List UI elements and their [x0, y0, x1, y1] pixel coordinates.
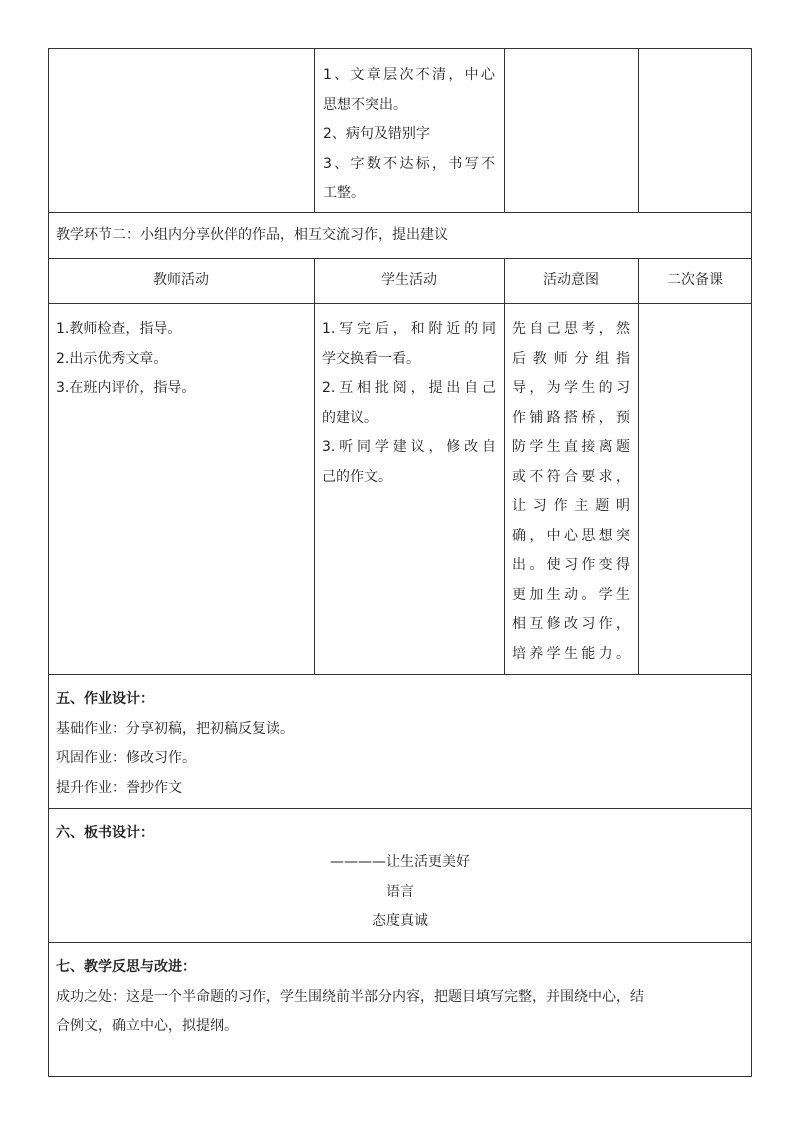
row-divider: [48, 212, 752, 213]
text-line: 2、病句及错别字: [323, 126, 430, 142]
row-divider: [48, 942, 752, 943]
text-line: 让习作主题明: [512, 498, 630, 514]
text-line: 2.出示优秀文章。: [56, 350, 168, 367]
header-student-activity: 学生活动: [381, 272, 437, 288]
text-line: 学交换看一看。: [322, 350, 420, 367]
text-line: 或不符合要求，: [512, 468, 630, 485]
text-line: 的建议。: [322, 409, 378, 426]
text-line: 后教师分组指: [512, 350, 630, 367]
homework-section: [56, 685, 294, 803]
text-line: 相互修改习作，: [512, 616, 630, 632]
section-title: 教学环节二：小组内分享伙伴的作品，相互交流习作，提出建议: [56, 227, 448, 243]
column-divider: [638, 258, 639, 674]
text-line: 己的作文。: [322, 468, 392, 485]
text-line: 成功之处：这是一个半命题的习作，学生围绕前半部分内容，把题目填写完整，并围绕中心，结: [56, 988, 644, 1005]
column-divider: [314, 48, 315, 212]
text-line: 态度真诚: [372, 913, 428, 929]
text-line: 思想不突出。: [323, 96, 407, 113]
text-line: 3.在班内评价，指导。: [56, 380, 196, 396]
text-line: 巩固作业：修改习作。: [56, 750, 196, 766]
text-line: 确，中心思想突: [512, 527, 630, 544]
text-line: 合例文，确立中心，拟提纲。: [56, 1018, 238, 1034]
row-divider: [48, 674, 752, 675]
header-activity-intent: 活动意图: [543, 272, 599, 288]
text-line: 基础作业：分享初稿，把初稿反复读。: [56, 720, 294, 737]
text-line: 1.教师检查，指导。: [56, 321, 182, 337]
section-heading: 七、教学反思与改进：: [56, 959, 196, 975]
student-activity-cell: [322, 315, 496, 492]
text-line: 1.写完后，和附近的同: [322, 321, 496, 337]
header-teacher-activity: 教师活动: [153, 272, 209, 288]
column-divider: [314, 258, 315, 674]
top-student-cell: [323, 61, 495, 209]
text-line: ————让生活更美好: [330, 854, 470, 870]
text-line: 3、字数不达标，书写不: [323, 155, 495, 172]
text-line: 提升作业：誊抄作文: [56, 779, 182, 796]
row-divider: [48, 808, 752, 809]
section-heading: 六、板书设计：: [56, 825, 154, 841]
board-content: [200, 848, 600, 937]
text-line: 语言: [386, 883, 414, 900]
text-line: 出。使习作变得: [512, 557, 630, 573]
column-divider: [638, 48, 639, 212]
reflection-section: [56, 953, 744, 1042]
section-heading: 五、作业设计：: [56, 691, 154, 707]
text-line: 2.互相批阅，提出自己: [322, 380, 496, 396]
row-divider: [48, 258, 752, 259]
text-line: 工整。: [323, 185, 365, 201]
column-divider: [504, 258, 505, 674]
text-line: 培养学生能力。: [512, 645, 630, 662]
column-divider: [504, 48, 505, 212]
text-line: 先自己思考，然: [512, 321, 630, 337]
text-line: 1、文章层次不清，中心: [323, 67, 495, 83]
activity-intent-cell: [512, 315, 630, 669]
text-line: 更加生动。学生: [512, 586, 630, 603]
text-line: 作铺路搭桥，预: [512, 409, 630, 426]
teacher-activity-cell: [56, 315, 195, 404]
header-second-prep: 二次备课: [667, 272, 723, 288]
text-line: 防学生直接离题: [512, 439, 630, 455]
row-divider: [48, 303, 752, 304]
text-line: 3.听同学建议，修改自: [322, 439, 496, 455]
text-line: 导，为学生的习: [512, 380, 630, 396]
